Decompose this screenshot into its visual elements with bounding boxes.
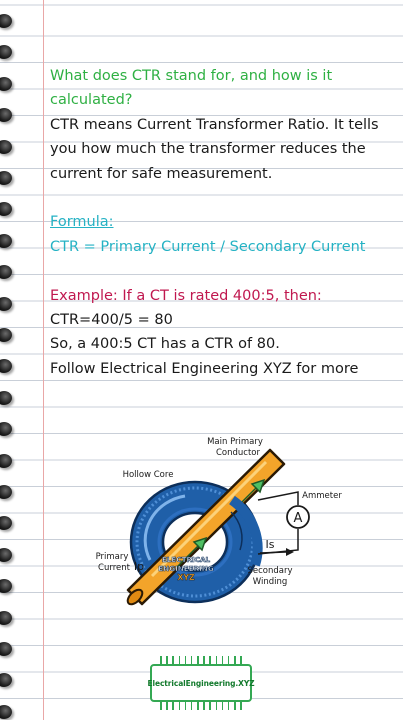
- label-primary: Primary: [95, 552, 129, 562]
- chip-pin: [222, 656, 224, 664]
- binder-ring-icon: [0, 391, 12, 405]
- notebook-margin-line: [43, 0, 44, 720]
- chip-pin: [222, 702, 224, 710]
- chip-pin: [234, 702, 236, 710]
- label-is: Is: [265, 538, 275, 551]
- binder-ring-icon: [0, 297, 12, 311]
- chip-pin: [240, 702, 242, 710]
- binder-ring-icon: [0, 454, 12, 468]
- binder-rings: [0, 0, 20, 720]
- ammeter-icon: [287, 506, 309, 528]
- label-main-primary: Main Primary: [207, 437, 263, 447]
- label-ip: Ip: [133, 560, 145, 573]
- label-winding: Winding: [252, 577, 288, 587]
- chip-pin: [203, 656, 205, 664]
- chip-pin: [203, 702, 205, 710]
- brand-line-2: ENGINEERING: [158, 564, 214, 573]
- formula-text: CTR = Primary Current / Secondary Current: [50, 238, 366, 255]
- chip-pin: [179, 656, 181, 664]
- chip-pin: [240, 656, 242, 664]
- chip-pin: [197, 656, 199, 664]
- chip-pin: [172, 656, 174, 664]
- chip-pin: [197, 702, 199, 710]
- binder-ring-icon: [0, 705, 12, 719]
- question-text: What does CTR stand for, and how is it calculated?: [50, 68, 333, 109]
- chip-pin: [209, 656, 211, 664]
- chip-pin: [191, 702, 193, 710]
- example-result: So, a 400:5 CT has a CTR of 80.: [50, 336, 280, 353]
- binder-ring-icon: [0, 265, 12, 279]
- chip-pin: [216, 656, 218, 664]
- formula-label: Formula:: [50, 214, 114, 231]
- binder-ring-icon: [0, 611, 12, 625]
- chip-pin: [185, 702, 187, 710]
- chip-pin: [172, 702, 174, 710]
- binder-ring-icon: [0, 108, 12, 122]
- binder-ring-icon: [0, 140, 12, 154]
- binder-ring-icon: [0, 548, 12, 562]
- chip-pin: [228, 656, 230, 664]
- brand-logo-chip: [147, 664, 255, 702]
- label-current: Current: [98, 563, 130, 573]
- binder-ring-icon: [0, 45, 12, 59]
- binder-ring-icon: [0, 234, 12, 248]
- example-calculation: CTR=400/5 = 80: [50, 312, 173, 329]
- binder-ring-icon: [0, 642, 12, 656]
- label-conductor: Conductor: [215, 448, 261, 458]
- binder-ring-icon: [0, 516, 12, 530]
- chip-pin: [209, 702, 211, 710]
- binder-ring-icon: [0, 422, 12, 436]
- note-content: [50, 64, 395, 381]
- binder-ring-icon: [0, 171, 12, 185]
- brand-logo-text: ElectricalEngineering.XYZ: [147, 678, 255, 688]
- arrow-icon: [286, 548, 294, 556]
- binder-ring-icon: [0, 359, 12, 373]
- binder-ring-icon: [0, 328, 12, 342]
- chip-pin: [234, 656, 236, 664]
- current-transformer-diagram: [90, 430, 350, 620]
- ammeter-symbol: A: [293, 511, 303, 526]
- follow-text: Follow Electrical Engineering XYZ for more: [50, 360, 359, 377]
- binder-ring-icon: [0, 485, 12, 499]
- answer-text: CTR means Current Transformer Ratio. It tells you how much the transformer reduces the current for safe measurement.: [50, 116, 379, 182]
- binder-ring-icon: [0, 202, 12, 216]
- chip-pin: [160, 702, 162, 710]
- label-secondary: Secondary: [247, 566, 293, 576]
- binder-ring-icon: [0, 14, 12, 28]
- chip-pin: [160, 656, 162, 664]
- chip-pin: [228, 702, 230, 710]
- brand-line-3: XYZ: [177, 573, 195, 582]
- chip-pin: [166, 656, 168, 664]
- binder-ring-icon: [0, 579, 12, 593]
- chip-pin: [185, 656, 187, 664]
- chip-pin: [179, 702, 181, 710]
- chip-pin: [191, 656, 193, 664]
- label-hollow-core: Hollow Core: [122, 470, 174, 480]
- brand-line-1: ELECTRICAL: [161, 555, 211, 564]
- chip-pin: [166, 702, 168, 710]
- binder-ring-icon: [0, 77, 12, 91]
- binder-ring-icon: [0, 673, 12, 687]
- chip-pin: [216, 702, 218, 710]
- example-heading: Example: If a CT is rated 400:5, then:: [50, 287, 322, 304]
- label-ammeter: Ammeter: [302, 491, 342, 501]
